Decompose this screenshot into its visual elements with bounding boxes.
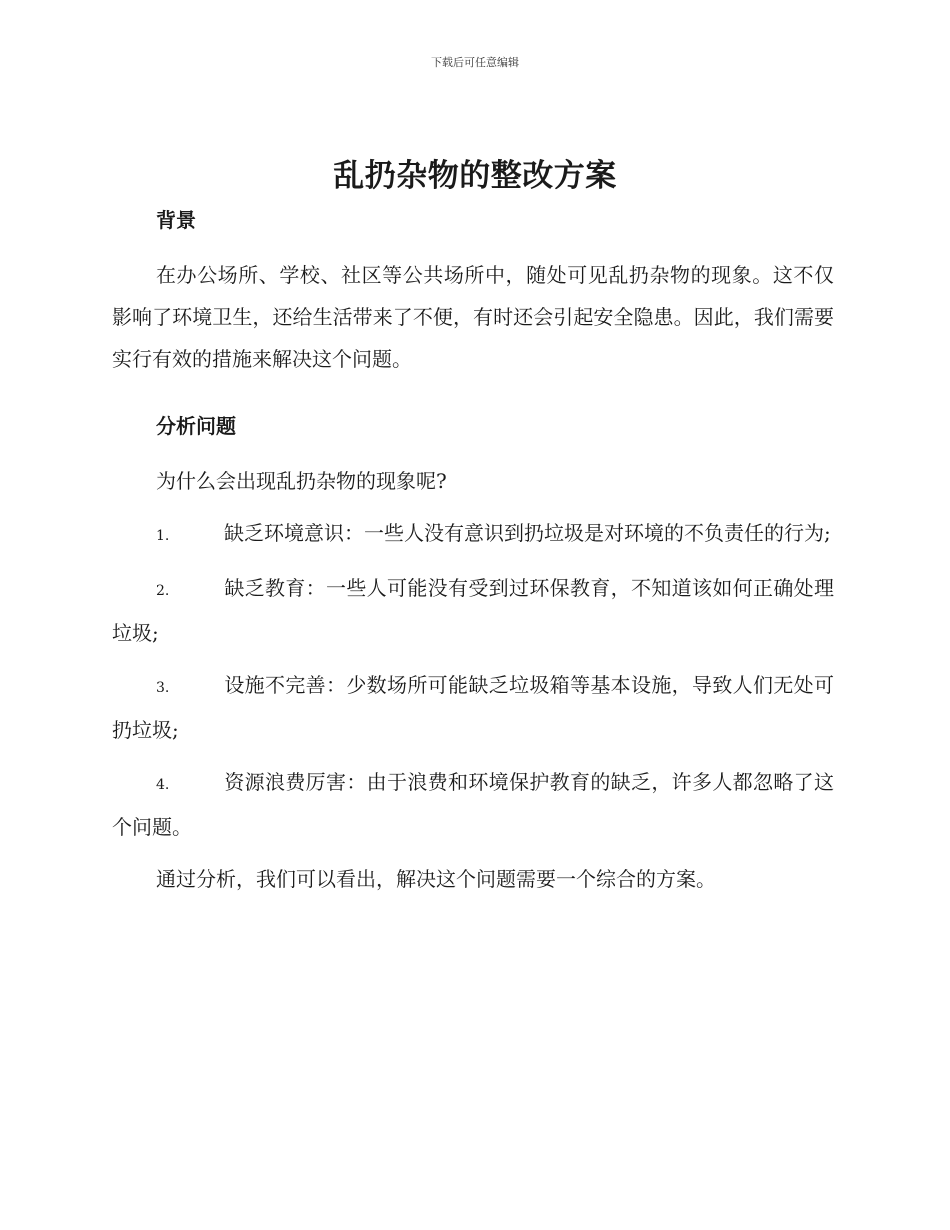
analysis-intro: 为什么会出现乱扔杂物的现象呢?: [156, 469, 447, 493]
list-item-text: 设施不完善：少数场所可能缺乏垃圾箱等基本设施，导致人们无处可扔垃圾;: [112, 673, 834, 742]
section-heading-background: 背景: [156, 208, 196, 232]
section-heading-analysis: 分析问题: [156, 414, 236, 438]
document-body: [112, 204, 834, 900]
list-item-number: 2.: [156, 583, 170, 599]
list-item: [112, 512, 834, 557]
document-title: 乱扔杂物的整改方案: [333, 158, 617, 194]
list-item-text: 缺乏教育：一些人可能没有受到过环保教育，不知道该如何正确处理垃圾;: [112, 576, 834, 645]
list-item-text: 缺乏环境意识：一些人没有意识到扔垃圾是对环境的不负责任的行为;: [224, 521, 831, 545]
list-item-number: 4.: [156, 777, 170, 793]
background-paragraph: 在办公场所、学校、社区等公共场所中，随处可见乱扔杂物的现象。这不仅影响了环境卫生，还给生活带来了不便，有时还会引起安全隐患。因此，我们需要实行有效的措施来解决这个问题。: [112, 263, 834, 371]
analysis-conclusion: 通过分析，我们可以看出，解决这个问题需要一个综合的方案。: [156, 867, 716, 891]
header-note: 下载后可任意编辑: [431, 56, 519, 69]
list-item: [112, 761, 834, 848]
list-item-text: 资源浪费厉害：由于浪费和环境保护教育的缺乏，许多人都忽略了这个问题。: [112, 770, 834, 839]
list-item: [112, 664, 834, 751]
list-item: [112, 567, 834, 654]
list-item-number: 3.: [156, 680, 170, 696]
list-item-number: 1.: [156, 528, 170, 544]
